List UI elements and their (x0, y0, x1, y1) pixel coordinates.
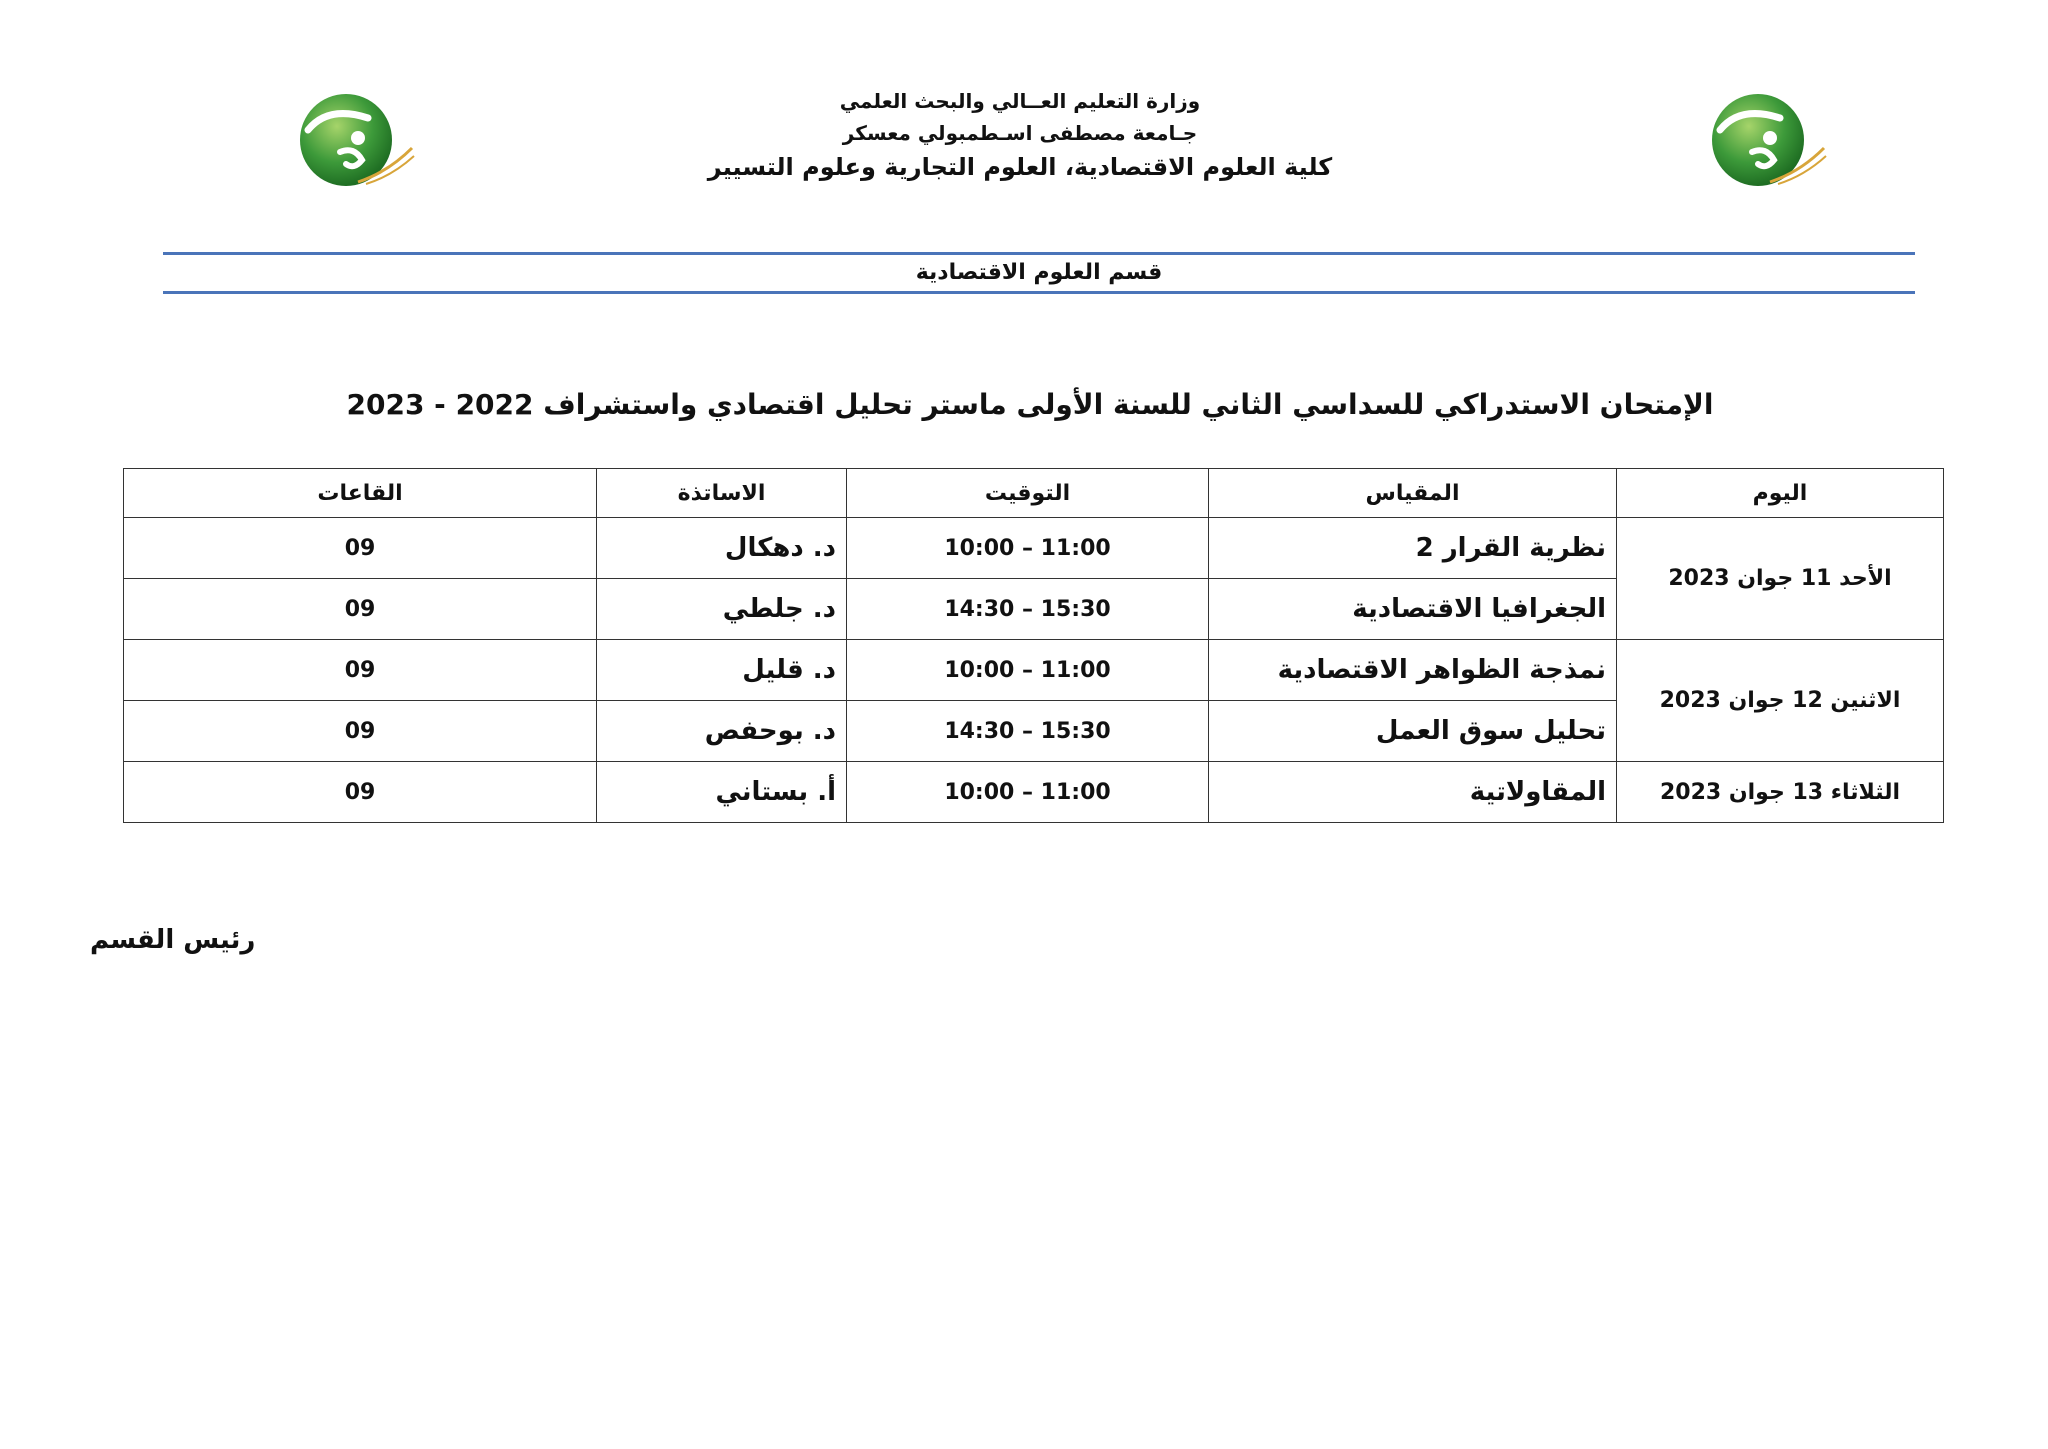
day-cell: الأحد 11 جوان 2023 (1617, 518, 1944, 640)
university-logo-left (288, 90, 418, 200)
exam-title: الإمتحان الاستدراكي للسداسي الثاني للسنة الأولى ماستر تحليل اقتصادي واستشراف 2022 - 2023 (346, 388, 1714, 421)
time-cell: 10:00 – 11:00 (847, 518, 1209, 579)
logo-emblem-icon (1700, 90, 1830, 200)
professor-cell: أ. بستاني (597, 762, 847, 823)
university-logo-right (1700, 90, 1830, 200)
module-cell: تحليل سوق العمل (1209, 701, 1617, 762)
table-row (124, 518, 1944, 579)
exam-schedule-table (123, 468, 1944, 823)
ministry-name: وزارة التعليم العــالي والبحث العلمي (839, 89, 1201, 113)
room-cell: 09 (124, 762, 597, 823)
table-row (124, 640, 1944, 701)
room-cell: 09 (124, 518, 597, 579)
table-header-row (124, 469, 1944, 518)
room-cell: 09 (124, 701, 597, 762)
time-cell: 10:00 – 11:00 (847, 640, 1209, 701)
header-time: التوقيت (847, 469, 1209, 518)
module-cell: نمذجة الظواهر الاقتصادية (1209, 640, 1617, 701)
professor-cell: د. دهكال (597, 518, 847, 579)
rule-line-bottom (163, 291, 1915, 294)
time-cell: 14:30 – 15:30 (847, 579, 1209, 640)
header-professors: الاساتذة (597, 469, 847, 518)
professor-cell: د. جلطي (597, 579, 847, 640)
department-head-signature-label: رئيس القسم (90, 925, 256, 955)
professor-cell: د. قليل (597, 640, 847, 701)
time-cell: 10:00 – 11:00 (847, 762, 1209, 823)
time-cell: 14:30 – 15:30 (847, 701, 1209, 762)
header-module: المقياس (1209, 469, 1617, 518)
department-name: قسم العلوم الاقتصادية (915, 260, 1163, 285)
header-day: اليوم (1617, 469, 1944, 518)
institution-header (620, 85, 1420, 185)
university-name: جـامعة مصطفى اسـطمبولي معسكر (842, 121, 1198, 145)
module-cell: نظرية القرار 2 (1209, 518, 1617, 579)
professor-cell: د. بوحفص (597, 701, 847, 762)
day-cell: الثلاثاء 13 جوان 2023 (1617, 762, 1944, 823)
faculty-name: كلية العلوم الاقتصادية، العلوم التجارية وعلوم التسيير (707, 153, 1333, 181)
day-cell: الاثنين 12 جوان 2023 (1617, 640, 1944, 762)
module-cell: الجغرافيا الاقتصادية (1209, 579, 1617, 640)
room-cell: 09 (124, 640, 597, 701)
room-cell: 09 (124, 579, 597, 640)
module-cell: المقاولاتية (1209, 762, 1617, 823)
header-rooms: القاعات (124, 469, 597, 518)
logo-emblem-icon (288, 90, 418, 200)
table-row (124, 762, 1944, 823)
